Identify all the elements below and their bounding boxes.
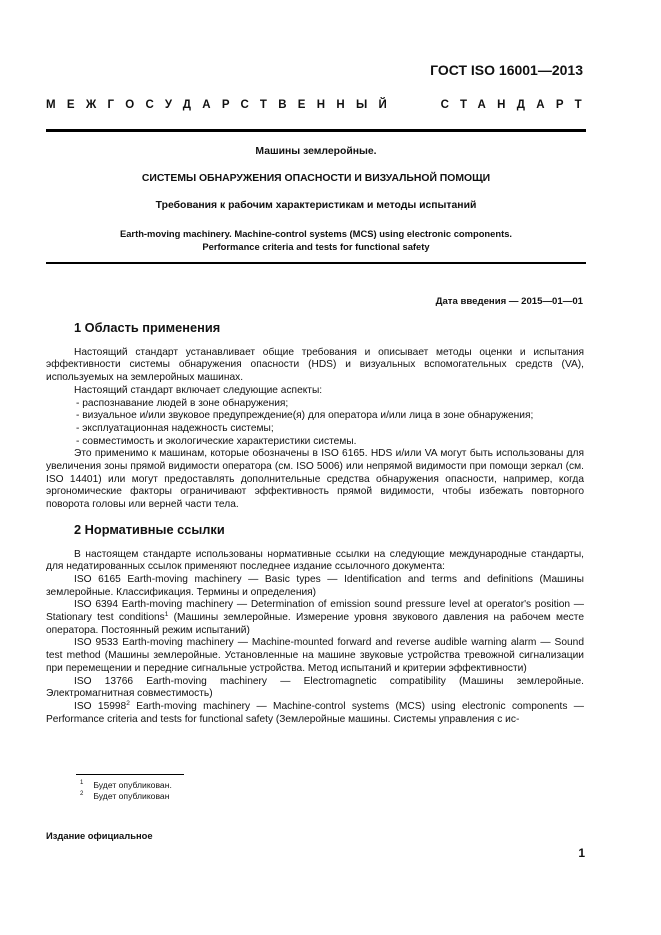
section-1-heading: 1 Область применения xyxy=(74,320,221,335)
footnote-text: Будет опубликован xyxy=(93,791,170,801)
footnote-text: Будет опубликован. xyxy=(93,780,172,790)
footnote xyxy=(80,791,172,802)
section-2-heading: 2 Нормативные ссылки xyxy=(74,521,225,537)
reference-text: (Машины землеройные. Измерение уровня звукового давления на рабочем месте оператора. Постоянный режим испытаний) xyxy=(46,612,584,636)
footnote xyxy=(80,780,172,791)
introduction-date: Дата введения — 2015—01—01 xyxy=(435,296,583,307)
reference-item: ISO 13766 Earth-moving machinery — Electromagnetic compatibility (Машины землеройные. Электромагнитная совместимость) xyxy=(46,675,584,700)
section-1-paragraph: Настоящий стандарт устанавливает общие требования и описывает методы оценки и испытания эффективности системы обнаружения опасности (HDS) и визуальных вспомогательных средств (VA), используемых на землеройных машинах. xyxy=(46,346,584,384)
footnote-marker: 1 xyxy=(164,611,169,619)
section-2-paragraph: В настоящем стандарте использованы нормативные ссылки на следующие международные стандарты, для недатированных ссылок применяют последнее издание ссылочного документа: xyxy=(46,548,584,573)
reference-item xyxy=(46,701,584,726)
list-item: - совместимость и экологические характеристики системы. xyxy=(76,435,357,447)
official-edition-label: Издание официальное xyxy=(46,830,153,841)
title-line-1: Машины землеройные. xyxy=(255,146,377,157)
document-body xyxy=(46,322,584,726)
list-item: - визуальное и/или звуковое предупреждение(я) для оператора и/или лица в зоне обнаружения; xyxy=(76,410,534,422)
footnote-mark: 2 xyxy=(80,791,84,797)
reference-item: ISO 9533 Earth-moving machinery — Machine-mounted forward and reverse audible warning alarm — Sound test method (Машины землеройные. Установленные на машине звуковые устройства тревожной сигнализации при перемещении и передние сигнальные устройства. Метод испытаний и критерии эффективности) xyxy=(46,637,584,674)
document-code: ГОСТ ISO 16001—2013 xyxy=(430,62,583,78)
section-1-paragraph: Это применимо к машинам, которые обозначены в ISO 6165. HDS и/или VA могут быть использованы для увеличения зоны прямой видимости оператора (см. ISO 5006) или непрямой видимости при помощи зеркал (см. ISO 14401) или могут предоставлять дополнительные средства обнаружения опасности, например, когда эргономические факторы ограничивают эффективность прямой видимости, чтобы избежать повторного поворота головы или верней части тела. xyxy=(46,448,584,511)
reference-text: Earth-moving machinery — Machine-control systems (MCS) using electronic components — Performance criteria and tests for functional safety (Землеройные машины. Системы управления с ис- xyxy=(46,700,584,725)
page-number: 1 xyxy=(578,846,585,860)
list-item: - распознавание людей в зоне обнаружения; xyxy=(76,397,289,409)
title-block xyxy=(46,146,586,253)
title-line-3: Требования к рабочим характеристикам и методы испытаний xyxy=(155,200,477,211)
section-1-paragraph: Настоящий стандарт включает следующие аспекты: xyxy=(74,384,323,396)
english-title-line-1: Earth-moving machinery. Machine-control systems (MCS) using electronic components. xyxy=(119,228,513,239)
reference-text: ISO 6394 Earth-moving machinery — Determination of emission sound pressure level at operator's position — Stationary test conditions xyxy=(46,599,584,624)
footnote-marker: 2 xyxy=(126,699,130,707)
footnotes xyxy=(80,780,172,802)
standard-banner xyxy=(46,99,593,115)
footnote-divider xyxy=(76,774,184,775)
reference-item: ISO 6165 Earth-moving machinery — Basic types — Identification and terms and definitions (Машины землеройные. Классификация. Термины и определения) xyxy=(46,573,584,598)
english-title xyxy=(46,227,586,253)
english-title-line-2: Performance criteria and tests for functional safety xyxy=(202,241,430,252)
reference-text: ISO 15998 xyxy=(74,700,127,712)
header-divider xyxy=(46,129,586,132)
title-divider xyxy=(46,262,586,264)
banner-word-interstate: МЕЖГОСУДАРСТВЕННЫЙ xyxy=(46,99,399,111)
list-item: - эксплуатационная надежность системы; xyxy=(76,422,274,434)
footnote-mark: 1 xyxy=(80,780,84,786)
title-line-2: СИСТЕМЫ ОБНАРУЖЕНИЯ ОПАСНОСТИ И ВИЗУАЛЬНОЙ ПОМОЩИ xyxy=(141,173,491,184)
reference-item xyxy=(46,599,584,637)
banner-word-standard: СТАНДАРТ xyxy=(440,99,593,111)
